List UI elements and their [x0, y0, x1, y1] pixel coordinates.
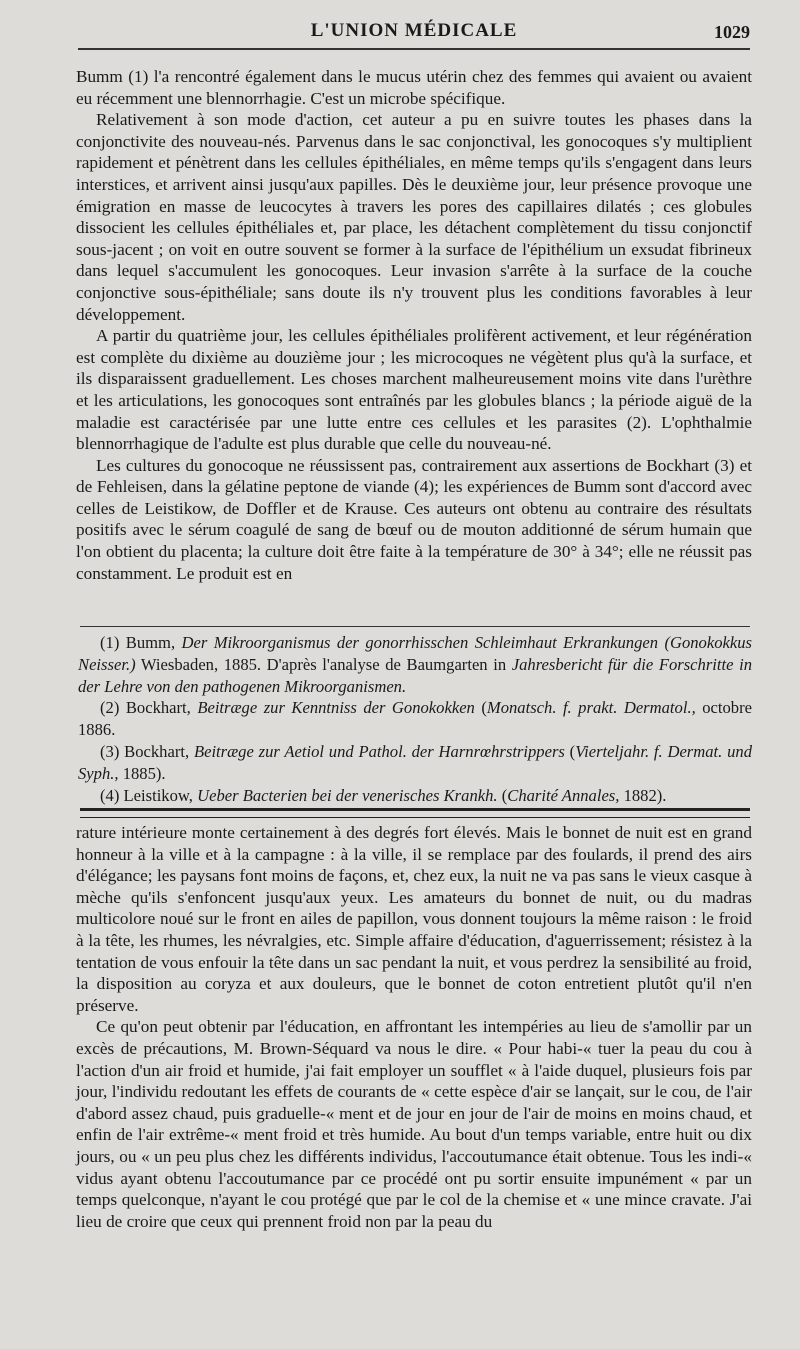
footnote-separator — [80, 626, 750, 627]
paragraph: Ce qu'on peut obtenir par l'éducation, en affrontant les intempéries au lieu de s'amollir par un excès de précautions, M. Brown-Séquard va nous le dire. « Pour habi-« tuer la peau du cou à l'action d'un air froid et humide, j'ai fait employer un soufflet « à l'aide duquel, plusieurs fois par jour, l'individu redoutant les effets de courants de « cette espèce d'air se lançait, sur le cou, de l'air d'abord assez chaud, puis graduelle-« ment et de jour en jour de l'air de moins en moins chaud, et enfin de l'air extrême-« ment froid et très humide. Au bout d'un temps variable, entre huit ou dix jours, ou « un peu plus chez les différents individus, l'accoutumance était obtenue. Tous les indi-« vidus ayant obtenu l'accoutumance par ce procédé ont pu sortir ensuite impunément « par un temps quelconque, n'ayant le cou protégé que par le col de la chemise et « une mince cravate. J'ai lieu de croire que ceux qui prennent froid non par la peau du — [76, 1017, 752, 1231]
paragraph: Relativement à son mode d'action, cet auteur a pu en suivre toutes les phases dans la conjonctivite des nouveau-nés. Parvenus dans le sac conjonctival, les gonocoques s'y multiplient rapidement et pénètrent dans les cellules épithéliales, en même temps qu'ils s'engagent dans leurs interstices, et arrivent ainsi jusqu'aux papilles. Dès le deuxième jour, leur présence provoque une émigration en masse de leucocytes à travers les pores des capillaires dilatés ; ces globules dissocient les cellules épithéliales et, par place, les détachent complètement du tissu conjonctif sous-jacent ; on voit en outre souvent se former à la surface de l'épithélium un exsudat fibrineux dans lequel s'accumulent les gonocoques. Leur invasion s'arrête à la surface de la couche conjonctive sous-épithéliale; sans doute ils n'y trouvent plus les conditions favorables à leur développement. — [76, 110, 752, 324]
paragraph: Les cultures du gonocoque ne réussissent pas, contrairement aux assertions de Bockhart (3) et de Fehleisen, dans la gélatine peptone de viande (4); les expériences de Bumm sont d'accord avec celles de Leistikow, de Doffler et de Krause. Ces auteurs ont obtenu au contraire des résultats positifs avec le sérum coagulé de sang de bœuf ou de mouton additionné de sérum humain que l'on obtient du placenta; la culture doit être faite à la température de 30° à 34°; elle ne réussit pas constamment. Le produit est en — [76, 455, 752, 583]
footnote-title-2: Vierteljahr. f. Dermat. und Syph., — [78, 741, 752, 783]
footnote-text: ( — [564, 741, 576, 761]
footnote-text: Wiesbaden, 1885. D'après l'analyse de Baumgarten in — [135, 654, 512, 674]
footnote-text: ( — [497, 785, 508, 805]
paragraph: A partir du quatrième jour, les cellules épithéliales prolifèrent activement, et leur régénération est complète du dixième au douzième jour ; les microcoques ne végètent plus qu'à la surface, et ils disparaissent graduellement. Les choses marchent malheureusement moins vite dans l'urèthre et les articulations, les gonocoques sont entraînés par les globules blancs ; la période aiguë de la maladie est caractérisée par une lutte entre ces cellules et les parasites (2). L'ophthalmie blennorrhagique de l'adulte est plus durable que celle du nouveau-né. — [76, 326, 752, 454]
running-header — [78, 18, 750, 50]
page-number: 1029 — [714, 22, 750, 42]
footnote — [78, 741, 752, 785]
footnote-author: Bockhart, — [125, 698, 191, 718]
footnote-author: Bumm, — [125, 633, 176, 652]
footnote-number: (2) — [100, 698, 120, 718]
footnote-title: Beitræge zur Kenntniss der Gonokokken — [197, 698, 475, 718]
journal-title: L'UNION MÉDICALE — [310, 20, 518, 41]
footnote-number: (4) — [100, 785, 120, 805]
footnote-author: Leistikow, — [123, 785, 193, 805]
footnote-number: (3) — [100, 741, 120, 761]
footnote-text-2: 1885). — [118, 763, 166, 783]
footnote-author: Bockhart, — [124, 741, 190, 761]
section-separator — [80, 808, 750, 818]
paragraph: Bumm (1) l'a rencontré également dans le mucus utérin chez des femmes qui avaient ou avaient eu récemment une blennorrhagie. C'est un microbe spécifique. — [76, 67, 752, 108]
footnote-title: Beitræge zur Aetiol und Pathol. der Harnrœhrstrippers — [193, 741, 565, 761]
footnote-number: (1) — [100, 633, 120, 652]
paragraph: rature intérieure monte certainement à des degrés fort élevés. Mais le bonnet de nuit est en grand honneur à la ville et à la campagne : à la ville, il se remplace par des foulards, il prend des airs d'élégance; les paysans font moins de façons, et, chez eux, la nuit ne va pas sans le vieux casque à mèche qu'ils s'enfoncent jusqu'aux yeux. Les amateurs du bonnet de nuit, ou du madras multicolore noué sur le front en ailes de papillon, vous donnent toujours la même raison : le froid à la tête, les rhumes, les névralgies, etc. Simple affaire d'éducation, d'aguerrissement; résistez à la tentation de vous enfouir la tête dans un sac pendant la nuit, et vous perdrez la sensibilité au froid, la disposition au coryza et aux douleurs, que le bonnet de coton entretient plutôt qu'il n'en préserve. — [76, 823, 752, 1015]
footnote — [78, 632, 752, 697]
main-text-top — [76, 66, 752, 584]
main-text-bottom — [76, 822, 752, 1232]
footnote-title-2: Jahresbericht für die Forschritte in der Lehre von den pathogenen Mikroorganismen. — [78, 654, 752, 696]
footnote-title: Ueber Bacterien bei der venerisches Krankh. — [197, 785, 498, 805]
footnote-title-2: Charité Annales, — [507, 785, 620, 805]
footnote — [78, 785, 752, 807]
footnote-title-2: Monatsch. f. prakt. Dermatol., — [486, 698, 696, 718]
footnote-text-2: octobre 1886. — [78, 698, 752, 740]
footnotes — [78, 632, 752, 806]
footnote-title: Der Mikroorganismus der gonorrhisschen Schleimhaut Erkrankungen (Gonokokkus Neisser.) — [78, 633, 753, 674]
footnote-text-2: 1882). — [619, 785, 667, 805]
footnote-text: ( — [474, 698, 487, 718]
footnote — [78, 697, 752, 741]
